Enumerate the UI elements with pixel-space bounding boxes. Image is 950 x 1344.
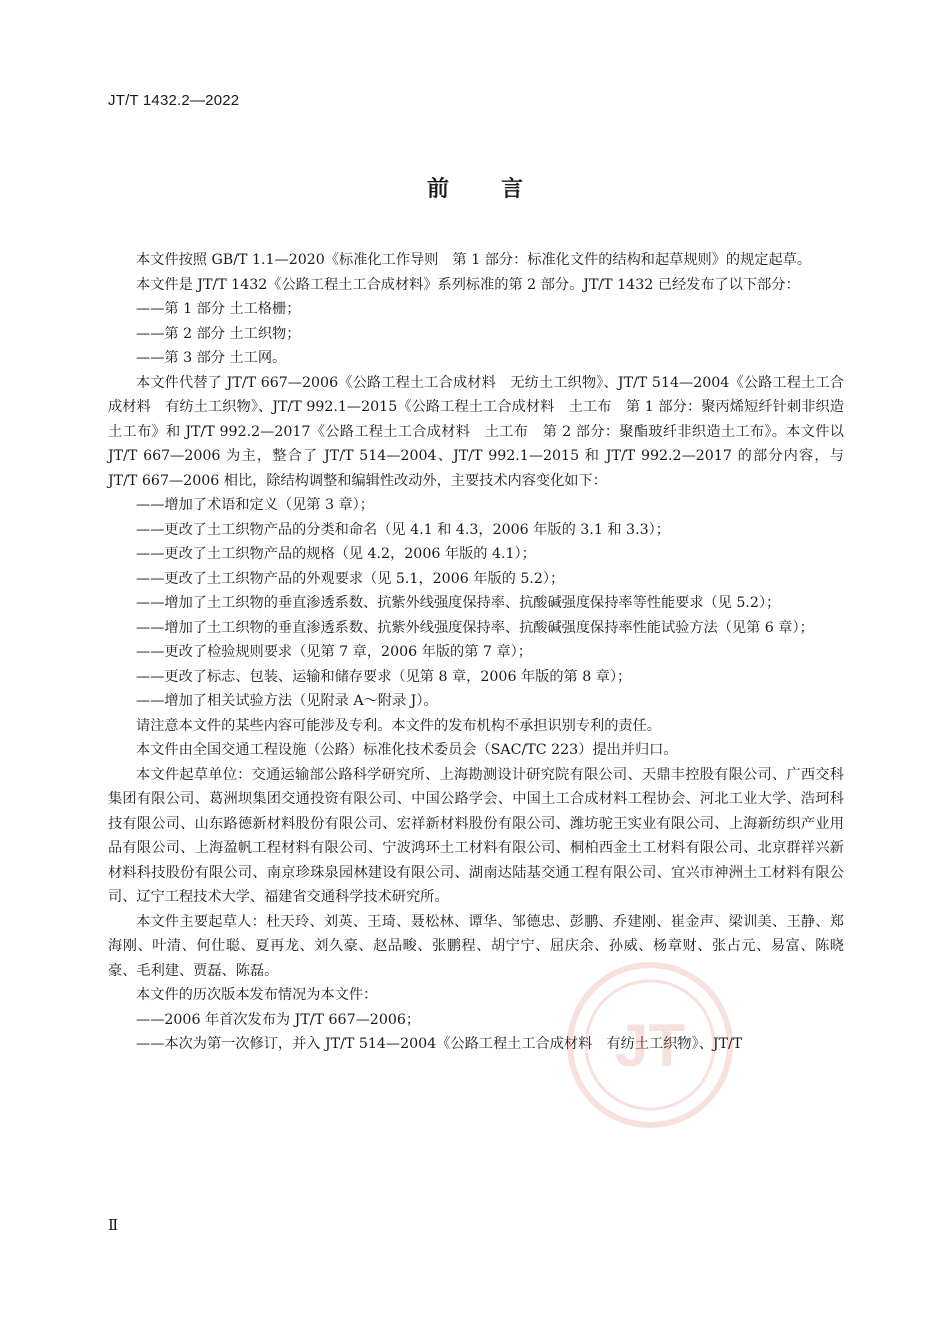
page-title bbox=[0, 172, 950, 203]
list-item: ——更改了土工织物产品的规格（见 4.2，2006 年版的 4.1）； bbox=[136, 546, 536, 562]
foreword-body bbox=[108, 248, 844, 1057]
list-item: ——本次为第一次修订，并入 JT/T 514—2004《公路工程土工合成材料 有纺土工织物》、JT/T bbox=[136, 1036, 743, 1052]
list-item: ——第 3 部分 土工网。 bbox=[136, 350, 287, 366]
title-char-1: 前 bbox=[426, 177, 449, 202]
paragraph-drafting-rules: 本文件按照 GB/T 1.1—2020《标准化工作导则 第 1 部分：标准化文件的结构和起草规则》的规定起草。 bbox=[136, 252, 812, 268]
svg-text:JT: JT bbox=[614, 1012, 686, 1079]
paragraph-history: 本文件的历次版本发布情况为本文件： bbox=[136, 987, 378, 1003]
page-number: Ⅱ bbox=[108, 1216, 119, 1234]
list-item: ——增加了相关试验方法（见附录 A～附录 J）。 bbox=[136, 693, 438, 709]
title-char-2: 言 bbox=[501, 177, 524, 202]
paragraph-series-part: 本文件是 JT/T 1432《公路工程土工合成材料》系列标准的第 2 部分。JT/T 1432 已经发布了以下部分： bbox=[136, 276, 800, 293]
list-item: ——增加了术语和定义（见第 3 章）； bbox=[136, 497, 374, 513]
paragraph-replaces: 本文件代替了 JT/T 667—2006《公路工程土工合成材料 无纺土工织物》、JT/T 514—2004《公路工程土工合成材料 有纺土工织物》、JT/T 992.1—2015《公路工程土工合成材料 土工布 第 1 部分：聚丙烯短纤针刺非织造土工布》和 JT/T 992.2—2017《公路工程土工合成材料 土工布 第 2 部分：聚酯玻纤非织造土工布》。本文件以 JT/T 667—2006 为主，整合了 JT/T 514—2004、JT/T 992.1—2015 和 JT/T 992.2—2017 的部分内容，与 JT/T 667—2006 相比，除结构调整和编辑性改动外，主要技术内容变化如下： bbox=[108, 374, 844, 489]
list-item: ——更改了土工织物产品的分类和命名（见 4.1 和 4.3，2006 年版的 3.1 和 3.3）； bbox=[136, 521, 670, 538]
list-item: ——增加了土工织物的垂直渗透系数、抗紫外线强度保持率、抗酸碱强度保持率性能试验方法（见第 6 章）； bbox=[136, 619, 814, 636]
paragraph-committee: 本文件由全国交通工程设施（公路）标准化技术委员会（SAC/TC 223）提出并归口。 bbox=[136, 742, 678, 758]
list-item: ——第 1 部分 土工格栅； bbox=[136, 301, 301, 317]
list-item: ——2006 年首次发布为 JT/T 667—2006； bbox=[136, 1011, 421, 1028]
list-item: ——更改了标志、包装、运输和储存要求（见第 8 章，2006 年版的第 8 章）； bbox=[136, 668, 632, 685]
paragraph-drafting-units: 本文件起草单位：交通运输部公路科学研究所、上海勘测设计研究院有限公司、天鼎丰控股有限公司、广西交科集团有限公司、葛洲坝集团交通投资有限公司、中国公路学会、中国土工合成材料工程协会、河北工业大学、浩珂科技有限公司、山东路德新材料股份有限公司、宏祥新材料股份有限公司、潍坊驼王实业有限公司、上海新纺织产业用品有限公司、上海盈帆工程材料有限公司、宁波鸿环土工材料有限公司、桐柏西金土工材料有限公司、北京群祥兴新材料科技股份有限公司、南京珍珠泉园林建设有限公司、湖南达陆基交通工程有限公司、宜兴市神洲土工材料有限公司、辽宁工程技术大学、福建省交通科学技术研究所。 bbox=[108, 766, 844, 905]
list-item: ——增加了土工织物的垂直渗透系数、抗紫外线强度保持率、抗酸碱强度保持率等性能要求（见 5.2）； bbox=[136, 595, 781, 611]
paragraph-drafters: 本文件主要起草人：杜天玲、刘英、王琦、聂松林、谭华、邹德忠、彭鹏、乔建刚、崔金声、梁训美、王静、郑海刚、叶清、何仕聪、夏再龙、刘久豪、赵品畯、张鹏程、胡宁宁、屈庆余、孙威、杨章财、张占元、易富、陈晓豪、毛利建、贾磊、陈磊。 bbox=[108, 913, 844, 979]
list-item: ——更改了土工织物产品的外观要求（见 5.1，2006 年版的 5.2）； bbox=[136, 570, 565, 587]
paragraph-patent-notice: 请注意本文件的某些内容可能涉及专利。本文件的发布机构不承担识别专利的责任。 bbox=[136, 717, 661, 734]
list-item: ——更改了检验规则要求（见第 7 章，2006 年版的第 7 章）； bbox=[136, 644, 532, 660]
list-item: ——第 2 部分 土工织物； bbox=[136, 325, 301, 342]
document-code: JT/T 1432.2—2022 bbox=[108, 92, 240, 109]
